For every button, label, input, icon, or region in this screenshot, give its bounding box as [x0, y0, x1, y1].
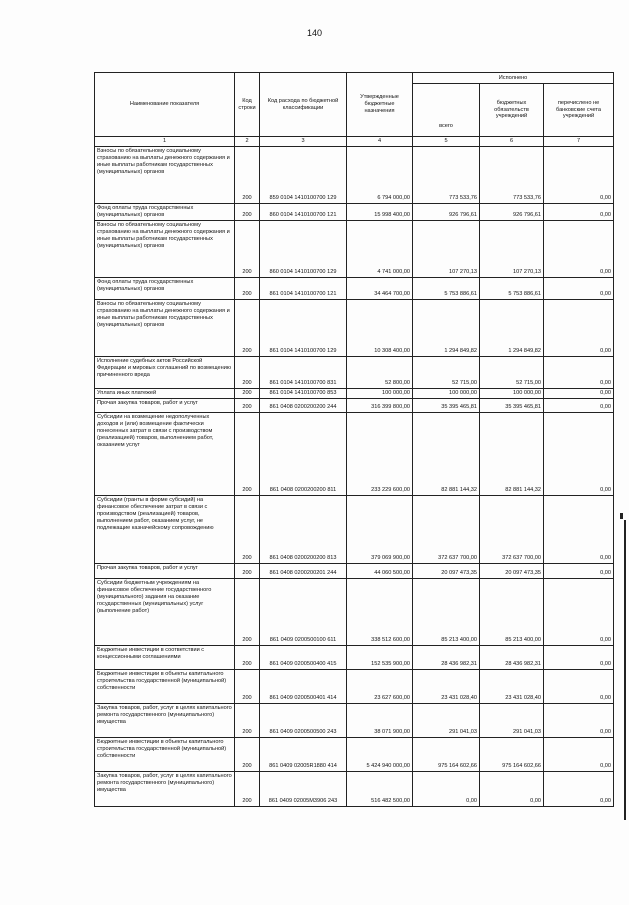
row-approved-amount: 38 071 900,00: [347, 703, 413, 737]
row-indicator-name: Исполнение судебных актов Российской Федерации и мировых соглашений по возмещению причиненного вреда: [95, 356, 235, 388]
table-row: [95, 563, 614, 578]
row-executed-obligations: 926 796,61: [480, 204, 544, 221]
row-executed-total: 20 097 473,35: [413, 563, 480, 578]
row-transferred-amount: 0,00: [544, 563, 614, 578]
row-indicator-name: Взносы по обязательному социальному страхованию на выплаты денежного содержания и иные выплаты работникам государственных (муниципальных) органов: [95, 299, 235, 356]
table-row: [95, 398, 614, 412]
row-executed-obligations: 23 431 028,40: [480, 669, 544, 703]
row-indicator-name: Субсидии (гранты в форме субсидий) на финансовое обеспечение затрат в связи с производством (реализацией) товаров, выполнением работ, оказанием услуг, не подлежащие казначейскому сопровождению: [95, 495, 235, 563]
row-indicator-name: Прочая закупка товаров, работ и услуг: [95, 563, 235, 578]
row-expense-code: 861 0409 0200500401 414: [260, 669, 347, 703]
row-executed-total: 5 753 886,61: [413, 277, 480, 299]
row-transferred-amount: 0,00: [544, 147, 614, 204]
row-approved-amount: 5 424 940 000,00: [347, 737, 413, 771]
row-line-code: 200: [235, 220, 260, 277]
row-line-code: 200: [235, 356, 260, 388]
row-executed-total: 23 431 028,40: [413, 669, 480, 703]
row-executed-obligations: 28 436 982,31: [480, 645, 544, 669]
row-indicator-name: Фонд оплаты труда государственных (муниципальных) органов: [95, 277, 235, 299]
row-transferred-amount: 0,00: [544, 669, 614, 703]
row-approved-amount: 6 794 000,00: [347, 147, 413, 204]
row-indicator-name: Закупка товаров, работ, услуг в целях капитального ремонта государственного (муниципального) имущества: [95, 703, 235, 737]
row-indicator-name: Фонд оплаты труда государственных (муниципальных) органов: [95, 204, 235, 221]
table-row: [95, 737, 614, 771]
row-line-code: 200: [235, 147, 260, 204]
row-executed-total: 975 164 602,66: [413, 737, 480, 771]
row-expense-code: 861 0409 0200500500 243: [260, 703, 347, 737]
row-executed-obligations: 975 164 602,66: [480, 737, 544, 771]
row-line-code: 200: [235, 578, 260, 645]
row-executed-total: 372 637 700,00: [413, 495, 480, 563]
row-indicator-name: Взносы по обязательному социальному страхованию на выплаты денежного содержания и иные выплаты работникам государственных (муниципальных) органов: [95, 220, 235, 277]
row-expense-code: 861 0409 0200500400 415: [260, 645, 347, 669]
row-line-code: 200: [235, 771, 260, 806]
table-row: [95, 645, 614, 669]
column-number: 1: [95, 137, 235, 147]
table-row: [95, 299, 614, 356]
row-executed-obligations: 52 715,00: [480, 356, 544, 388]
row-indicator-name: Прочая закупка товаров, работ и услуг: [95, 398, 235, 412]
row-expense-code: 859 0104 1410100700 129: [260, 147, 347, 204]
row-executed-obligations: 35 395 465,81: [480, 398, 544, 412]
row-executed-obligations: 107 270,13: [480, 220, 544, 277]
row-expense-code: 861 0104 1410100700 853: [260, 388, 347, 398]
row-indicator-name: Бюджетные инвестиции в соответствии с концессионными соглашениями: [95, 645, 235, 669]
header-transferred: перечислено не банковские счета учреждений: [544, 84, 614, 137]
row-transferred-amount: 0,00: [544, 299, 614, 356]
row-expense-code: 860 0104 1410100700 121: [260, 204, 347, 221]
row-expense-code: 860 0104 1410100700 129: [260, 220, 347, 277]
row-approved-amount: 516 482 500,00: [347, 771, 413, 806]
row-executed-total: 773 533,76: [413, 147, 480, 204]
row-transferred-amount: 0,00: [544, 495, 614, 563]
row-indicator-name: Уплата иных платежей: [95, 388, 235, 398]
row-approved-amount: 152 535 900,00: [347, 645, 413, 669]
row-approved-amount: 338 512 600,00: [347, 578, 413, 645]
row-executed-total: 28 436 982,31: [413, 645, 480, 669]
row-executed-total: 1 294 849,82: [413, 299, 480, 356]
column-number: 4: [347, 137, 413, 147]
row-executed-total: 85 213 400,00: [413, 578, 480, 645]
row-transferred-amount: 0,00: [544, 388, 614, 398]
table-body: [95, 147, 614, 807]
row-transferred-amount: 0,00: [544, 703, 614, 737]
row-line-code: 200: [235, 398, 260, 412]
row-indicator-name: Бюджетные инвестиции в объекты капитального строительства государственной (муниципальной) собственности: [95, 737, 235, 771]
row-executed-obligations: 372 637 700,00: [480, 495, 544, 563]
row-transferred-amount: 0,00: [544, 398, 614, 412]
row-expense-code: 861 0408 0200200201 244: [260, 563, 347, 578]
row-executed-total: 82 881 144,32: [413, 412, 480, 495]
budget-execution-table: [94, 72, 614, 807]
header-obligations: бюджетных обязательств учреждений: [480, 84, 544, 137]
table-row: [95, 771, 614, 806]
row-line-code: 200: [235, 703, 260, 737]
margin-tick-mark: [620, 513, 623, 519]
column-numbers-row: [95, 137, 614, 147]
row-approved-amount: 52 800,00: [347, 356, 413, 388]
row-indicator-name: Бюджетные инвестиции в объекты капитального строительства государственной (муниципальной) собственности: [95, 669, 235, 703]
row-approved-amount: 233 229 600,00: [347, 412, 413, 495]
row-line-code: 200: [235, 645, 260, 669]
row-transferred-amount: 0,00: [544, 412, 614, 495]
row-executed-obligations: 82 881 144,32: [480, 412, 544, 495]
row-expense-code: 861 0104 1410100700 129: [260, 299, 347, 356]
column-number: 6: [480, 137, 544, 147]
row-transferred-amount: 0,00: [544, 737, 614, 771]
row-executed-obligations: 773 533,76: [480, 147, 544, 204]
row-approved-amount: 379 069 900,00: [347, 495, 413, 563]
row-executed-obligations: 1 294 849,82: [480, 299, 544, 356]
header-line-code: Код строки: [235, 73, 260, 137]
column-number: 3: [260, 137, 347, 147]
row-executed-obligations: 5 753 886,61: [480, 277, 544, 299]
row-transferred-amount: 0,00: [544, 277, 614, 299]
row-expense-code: 861 0408 0200200200 811: [260, 412, 347, 495]
row-approved-amount: 15 998 400,00: [347, 204, 413, 221]
row-expense-code: 861 0409 0200500100 611: [260, 578, 347, 645]
row-line-code: 200: [235, 669, 260, 703]
row-indicator-name: Взносы по обязательному социальному страхованию на выплаты денежного содержания и иные выплаты работникам государственных (муниципальных) органов: [95, 147, 235, 204]
row-expense-code: 861 0409 02005R1880 414: [260, 737, 347, 771]
table-header: [95, 73, 614, 147]
row-line-code: 200: [235, 388, 260, 398]
column-number: 7: [544, 137, 614, 147]
row-approved-amount: 34 464 700,00: [347, 277, 413, 299]
row-expense-code: 861 0409 02005M3906 243: [260, 771, 347, 806]
table-row: [95, 578, 614, 645]
row-executed-total: 100 000,00: [413, 388, 480, 398]
header-indicator-name: Наименование показателя: [95, 73, 235, 137]
row-expense-code: 861 0408 0200200200 244: [260, 398, 347, 412]
row-line-code: 200: [235, 495, 260, 563]
row-executed-total: 926 796,61: [413, 204, 480, 221]
table-row: [95, 669, 614, 703]
row-line-code: 200: [235, 737, 260, 771]
row-executed-total: 35 395 465,81: [413, 398, 480, 412]
row-expense-code: 861 0104 1410100700 121: [260, 277, 347, 299]
row-transferred-amount: 0,00: [544, 356, 614, 388]
row-approved-amount: 23 627 600,00: [347, 669, 413, 703]
row-executed-total: 0,00: [413, 771, 480, 806]
row-line-code: 200: [235, 412, 260, 495]
table-row: [95, 356, 614, 388]
table-row: [95, 220, 614, 277]
row-transferred-amount: 0,00: [544, 578, 614, 645]
row-indicator-name: Субсидии на возмещение недополученных доходов и (или) возмещение фактически понесенных затрат в связи с производством (реализацией) товаров, выполнением работ, оказанием услуг: [95, 412, 235, 495]
row-line-code: 200: [235, 204, 260, 221]
row-executed-total: 291 041,03: [413, 703, 480, 737]
row-transferred-amount: 0,00: [544, 645, 614, 669]
page-number: 140: [306, 28, 323, 38]
row-transferred-amount: 0,00: [544, 204, 614, 221]
row-approved-amount: 316 399 800,00: [347, 398, 413, 412]
header-executed-group: Исполнено: [413, 73, 614, 84]
row-expense-code: 861 0408 0200200200 813: [260, 495, 347, 563]
row-indicator-name: Закупка товаров, работ, услуг в целях капитального ремонта государственного (муниципального) имущества: [95, 771, 235, 806]
table-row: [95, 412, 614, 495]
header-total: всего: [413, 84, 480, 137]
row-executed-obligations: 85 213 400,00: [480, 578, 544, 645]
table-row: [95, 495, 614, 563]
column-number: 2: [235, 137, 260, 147]
row-indicator-name: Субсидии бюджетным учреждениям на финансовое обеспечение государственного (муниципального) задания на оказание государственных (муниципальных) услуг (выполнение работ): [95, 578, 235, 645]
row-approved-amount: 44 060 500,00: [347, 563, 413, 578]
row-executed-total: 52 715,00: [413, 356, 480, 388]
table-row: [95, 204, 614, 221]
row-approved-amount: 10 308 400,00: [347, 299, 413, 356]
row-line-code: 200: [235, 277, 260, 299]
table-row: [95, 147, 614, 204]
column-number: 5: [413, 137, 480, 147]
header-expense-code: Код расхода по бюджетной классификации: [260, 73, 347, 137]
row-expense-code: 861 0104 1410100700 831: [260, 356, 347, 388]
table-row: [95, 388, 614, 398]
row-executed-total: 107 270,13: [413, 220, 480, 277]
table-row: [95, 703, 614, 737]
row-executed-obligations: 291 041,03: [480, 703, 544, 737]
row-executed-obligations: 20 097 473,35: [480, 563, 544, 578]
row-executed-obligations: 0,00: [480, 771, 544, 806]
row-transferred-amount: 0,00: [544, 220, 614, 277]
row-line-code: 200: [235, 299, 260, 356]
header-approved: Утвержденные бюджетные назначения: [347, 73, 413, 137]
row-approved-amount: 4 741 000,00: [347, 220, 413, 277]
row-line-code: 200: [235, 563, 260, 578]
table-row: [95, 277, 614, 299]
row-approved-amount: 100 000,00: [347, 388, 413, 398]
row-transferred-amount: 0,00: [544, 771, 614, 806]
margin-line: [624, 520, 626, 820]
row-executed-obligations: 100 000,00: [480, 388, 544, 398]
